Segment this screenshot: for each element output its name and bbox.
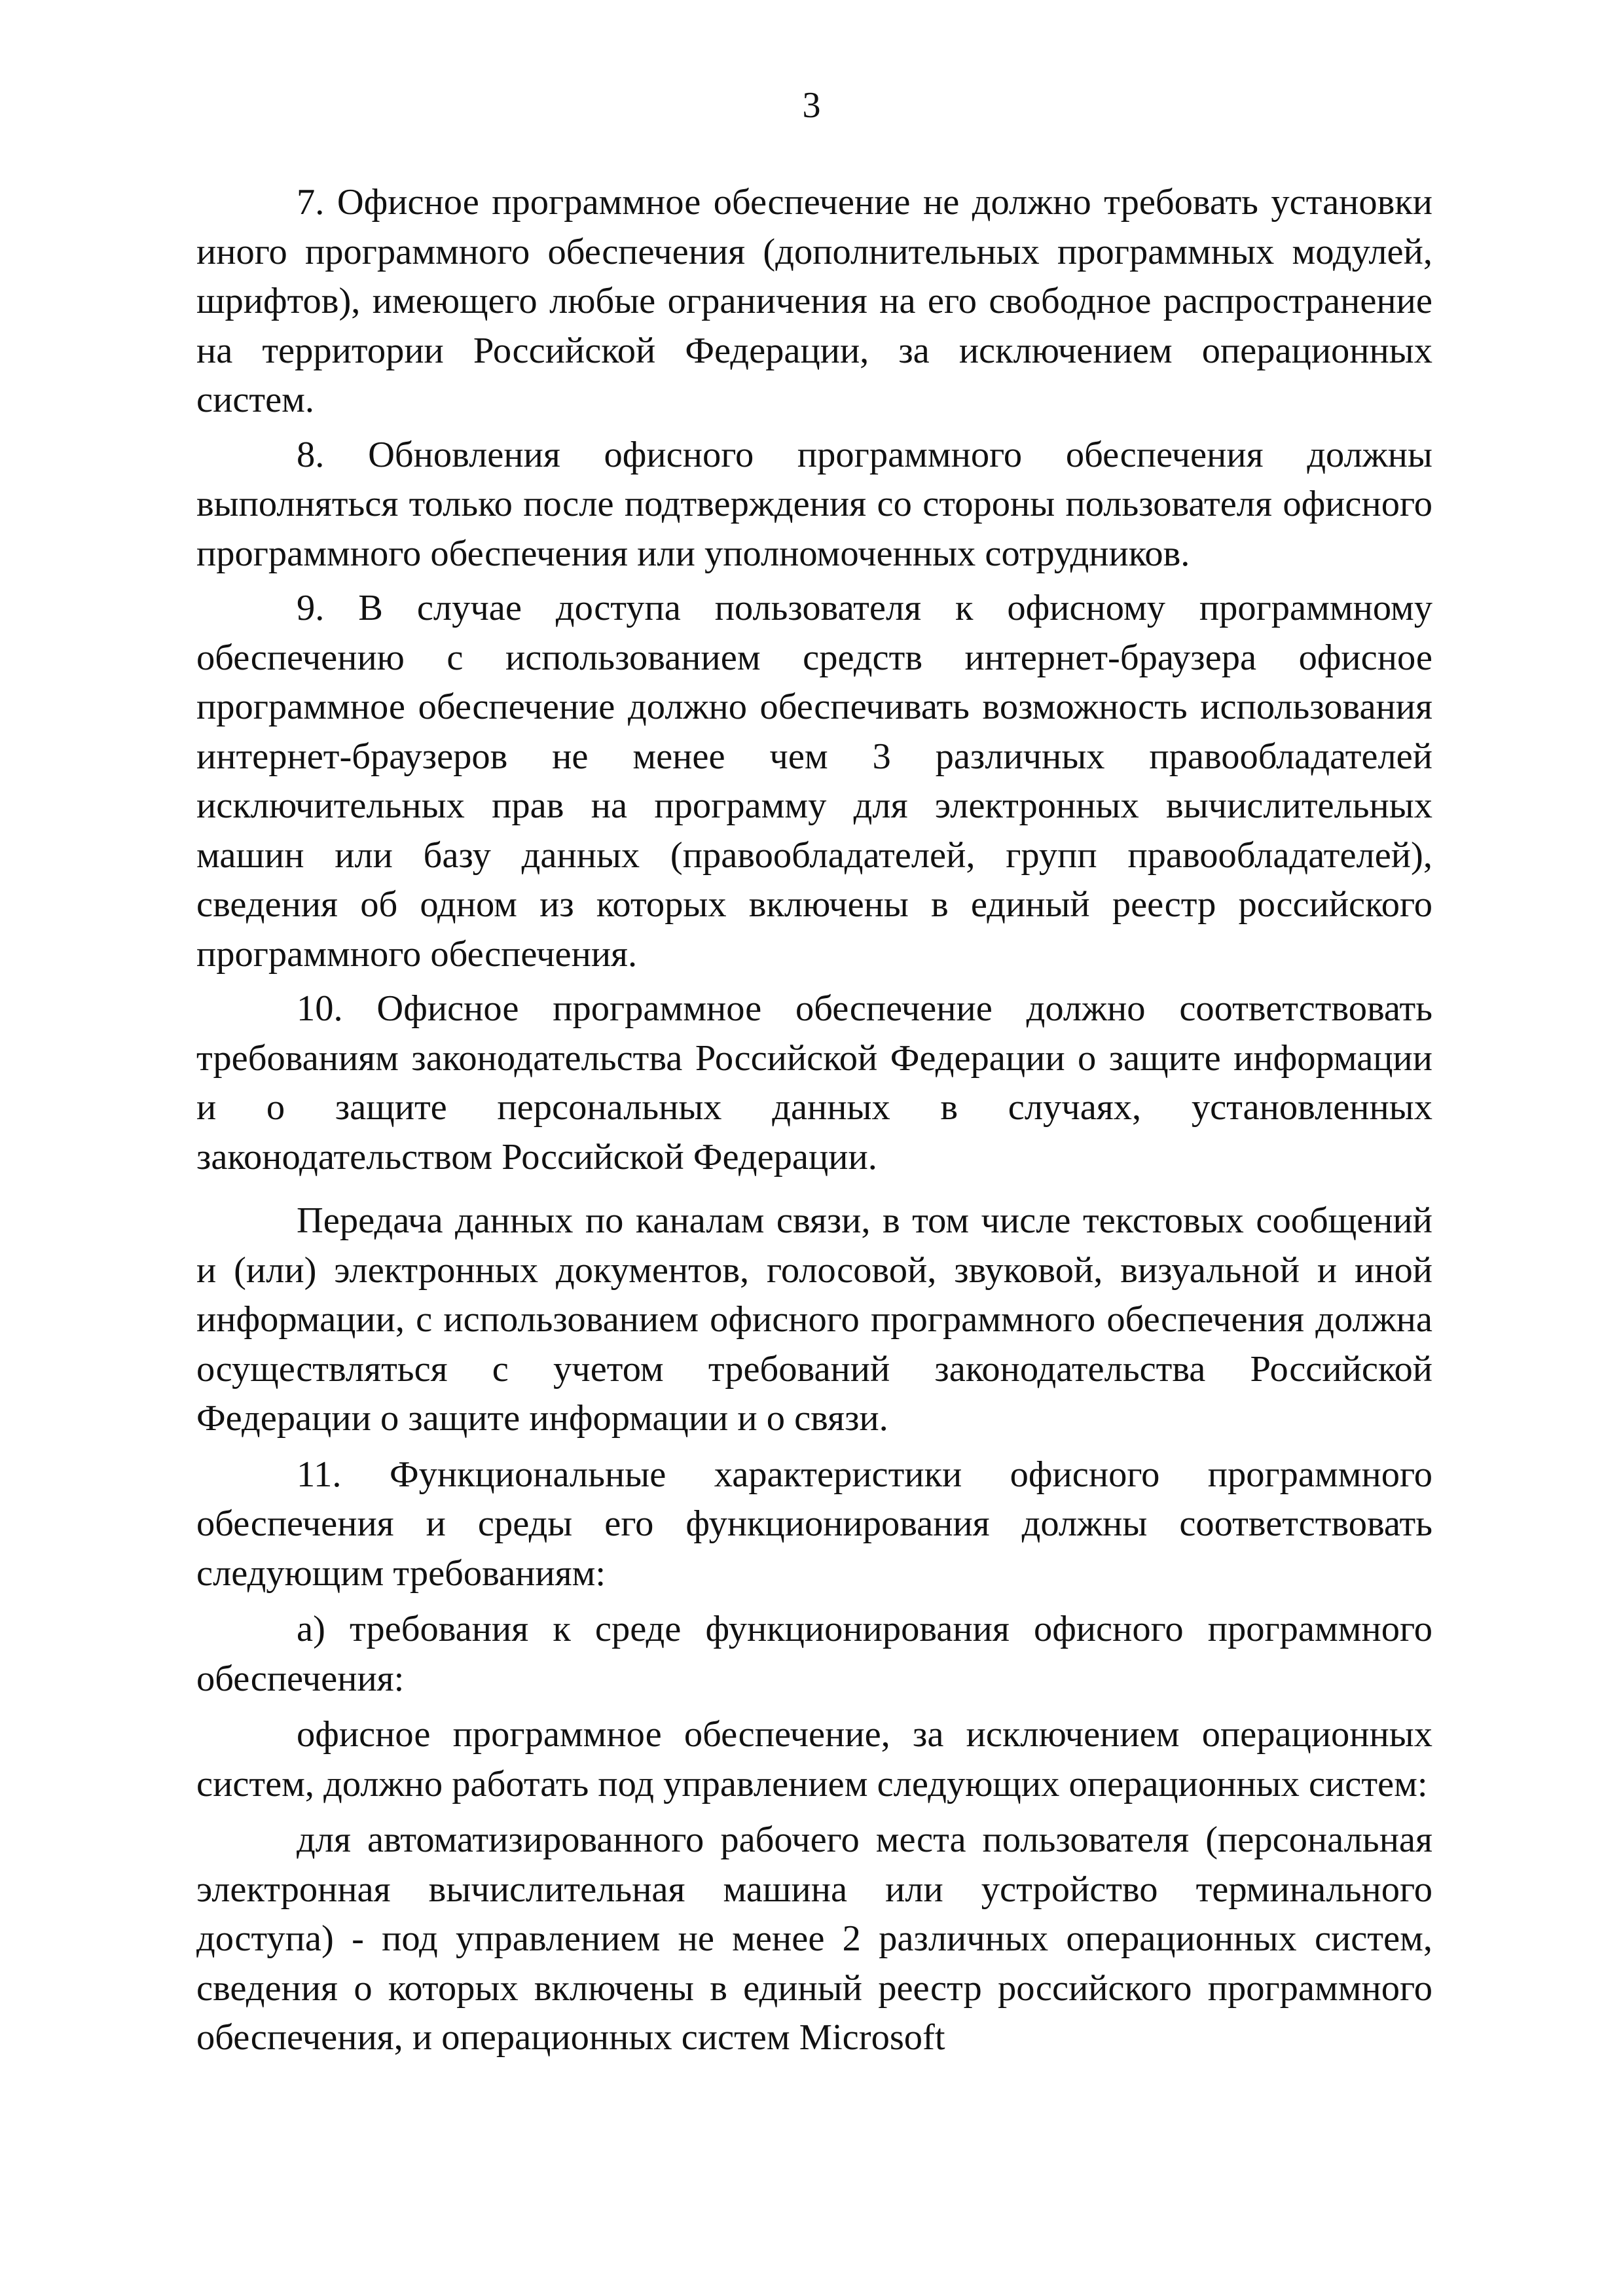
paragraph-11: 11. Функциональные характеристики офисного программного обеспечения и среды его функционирования должны соответствовать следующим требованиям: <box>196 1454 1432 1594</box>
paragraph-9: 9. В случае доступа пользователя к офисному программному обеспечению с использованием средств интернет-браузера офисное программное обеспечение должно обеспечивать возможность использования интернет-браузеров не менее чем 3 различных правообладателей исключительных прав на программу для электронных вычислительных машин или базу данных (правообладателей, групп правообладателей), сведения об одном из которых включены в единый реестр российского программного обеспечения. <box>196 588 1432 975</box>
paragraph-office-software-os: офисное программное обеспечение, за исключением операционных систем, должно работать под управлением следующих операционных систем: <box>196 1714 1432 1804</box>
paragraph-workstation-os: для автоматизированного рабочего места пользователя (персональная электронная вычислительная машина или устройство терминального доступа) - под управлением не менее 2 различных операционных систем, сведения о которых включены в единый реестр российского программного обеспечения, и операционных систем Microsoft <box>196 1820 1432 2058</box>
paragraph-8: 8. Обновления офисного программного обеспечения должны выполняться только после подтверждения со стороны пользователя офисного программного обеспечения или уполномоченных сотрудников. <box>196 434 1432 574</box>
paragraph-data-transfer: Передача данных по каналам связи, в том числе текстовых сообщений и (или) электронных документов, голосовой, звуковой, визуальной и иной информации, с использованием офисного программного обеспечения должна осуществляться с учетом требований законодательства Российской Федерации о защите информации и о связи. <box>196 1200 1432 1439</box>
paragraph-10: 10. Офисное программное обеспечение должно соответствовать требованиям законодательства Российской Федерации о защите информации и о защите персональных данных в случаях, установленных законодательством Российской Федерации. <box>196 988 1432 1177</box>
page-number: 3 <box>802 85 821 126</box>
document-body <box>196 178 1432 2063</box>
paragraph-11-a: а) требования к среде функционирования офисного программного обеспечения: <box>196 1609 1432 1699</box>
paragraph-7: 7. Офисное программное обеспечение не должно требовать установки иного программного обеспечения (дополнительных программных модулей, шрифтов), имеющего любые ограничения на его свободное распространение на территории Российской Федерации, за исключением операционных систем. <box>196 182 1432 420</box>
